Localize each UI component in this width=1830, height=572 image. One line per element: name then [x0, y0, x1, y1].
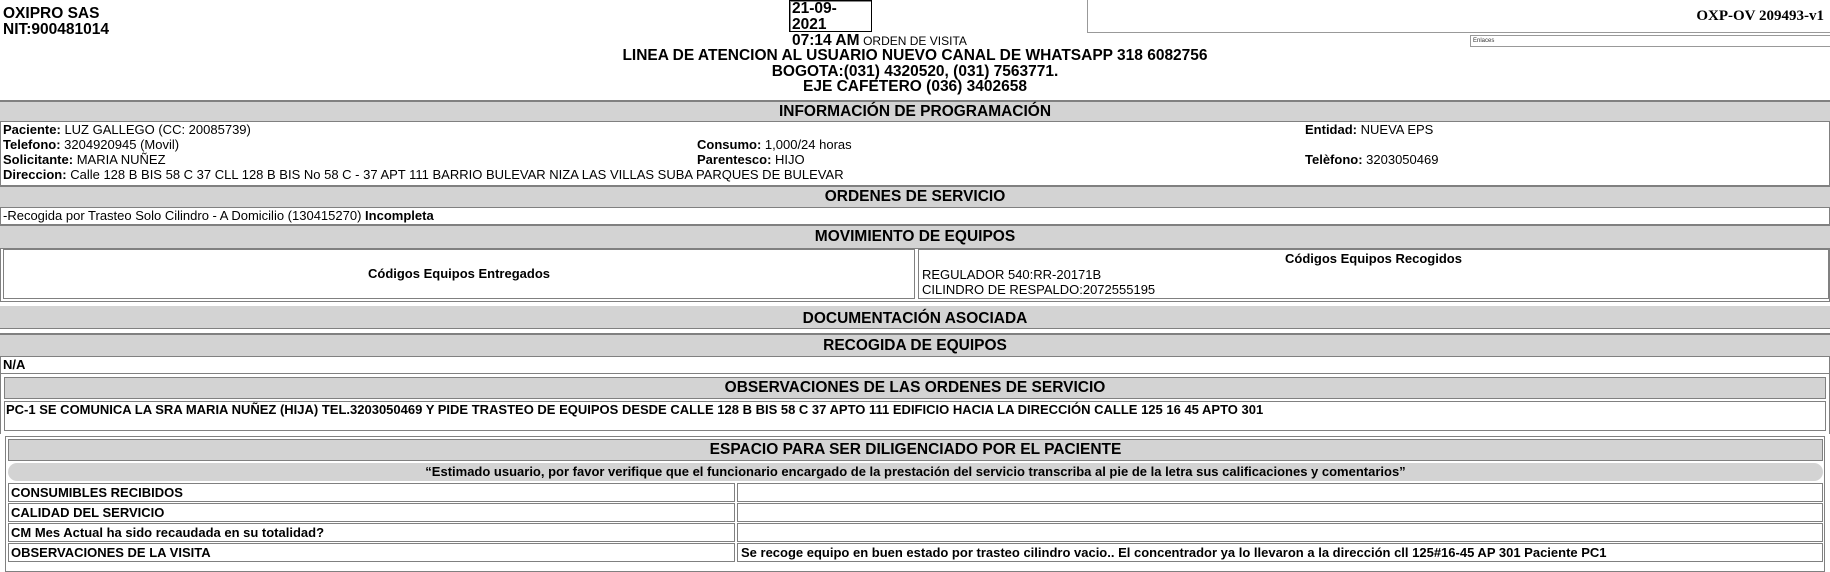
company-nit: NIT:900481014 [3, 21, 109, 38]
eje-cafetero-phone: EJE CAFETERO (036) 3402658 [803, 78, 1027, 95]
paciente-value: LUZ GALLEGO (CC: 20085739) [64, 122, 251, 137]
row-label: CM Mes Actual ha sido recaudada en su totalidad? [8, 523, 735, 542]
doc-code-box [1087, 0, 1830, 33]
company-name: OXIPRO SAS [3, 5, 100, 22]
links-field[interactable]: Enlaces [1470, 35, 1830, 47]
consumo-line [697, 137, 852, 152]
paciente-label: Paciente: [3, 122, 61, 137]
row-label: OBSERVACIONES DE LA VISITA [8, 543, 735, 562]
programacion-panel [0, 122, 1830, 185]
consumo-value: 1,000/24 horas [764, 137, 852, 152]
paciente-space-header: ESPACIO PARA SER DILIGENCIADO POR EL PACIENTE [8, 439, 1823, 461]
telefono2-line [1305, 152, 1438, 167]
observaciones-text: PC-1 SE COMUNICA LA SRA MARIA NUÑEZ (HIJA) TEL.3203050469 Y PIDE TRASTEO DE EQUIPOS DESDE CALLE 128 B BIS 58 C 37 APTO 111 EDIFICIO HACIA LA DIRECCIÓN CALLE 125 16 45 APTO 301 [6, 402, 1264, 417]
movimiento-header: MOVIMIENTO DE EQUIPOS [0, 224, 1830, 249]
recogido-item: CILINDRO DE RESPALDO:2072555195 [922, 282, 1156, 297]
consumo-label: Consumo: [697, 137, 762, 152]
movimiento-panel [0, 249, 1830, 302]
telefono-line [3, 137, 179, 152]
row-label: CALIDAD DEL SERVICIO [8, 503, 735, 522]
parentesco-line [697, 152, 805, 167]
visit-order-label: ORDEN DE VISITA [863, 34, 967, 48]
solicitante-line [3, 152, 166, 167]
paciente-notice: “Estimado usuario, por favor verifique que el funcionario encargado de la prestación del servicio transcriba al pie de la letra sus calificaciones y comentarios” [8, 463, 1823, 481]
recogida-header: RECOGIDA DE EQUIPOS [0, 333, 1830, 357]
visit-time: 07:14 AM [792, 32, 860, 49]
ordenes-panel [0, 208, 1830, 224]
direccion-label: Direccion: [3, 167, 67, 182]
entidad-value: NUEVA EPS [1360, 122, 1434, 137]
header-center [560, 34, 1270, 95]
telefono-label: Telefono: [3, 137, 61, 152]
recogido-item: REGULADOR 540:RR-20171B [922, 267, 1102, 282]
recogida-panel [0, 357, 1830, 374]
calidad-field[interactable] [737, 503, 1823, 522]
entidad-label: Entidad: [1305, 122, 1357, 137]
paciente-section [5, 436, 1825, 572]
solicitante-value: MARIA NUÑEZ [76, 152, 166, 167]
recogida-value: N/A [3, 357, 26, 372]
row-label: CONSUMIBLES RECIBIDOS [8, 483, 735, 502]
cm-field[interactable] [737, 523, 1823, 542]
entidad-line [1305, 122, 1433, 137]
orden-item [3, 208, 434, 223]
telefono2-value: 3203050469 [1366, 152, 1439, 167]
paciente-line [3, 122, 251, 137]
consumibles-field[interactable] [737, 483, 1823, 502]
direccion-line [3, 167, 844, 182]
visit-date: 21-09-2021 [792, 0, 837, 33]
ordenes-header: ORDENES DE SERVICIO [0, 185, 1830, 208]
orden-item-text: -Recogida por Trasteo Solo Cilindro - A Domicilio (130415270) [3, 208, 362, 223]
observaciones-body [4, 401, 1826, 431]
observaciones-header: OBSERVACIONES DE LAS ORDENES DE SERVICIO [4, 377, 1826, 399]
whatsapp-line: LINEA DE ATENCION AL USUARIO NUEVO CANAL DE WHATSAPP 318 6082756 [622, 47, 1208, 64]
direccion-value: Calle 128 B BIS 58 C 37 CLL 128 B BIS No 58 C - 37 APT 111 BARRIO BULEVAR NIZA LAS VILLAS SUBA PARQUES DE BULEVAR [70, 167, 844, 182]
telefono2-label: Telèfono: [1305, 152, 1363, 167]
entregados-cell [3, 249, 915, 299]
company-info [3, 6, 109, 38]
bogota-phones: BOGOTA:(031) 4320520, (031) 7563771. [771, 62, 1059, 80]
programacion-header: INFORMACIÓN DE PROGRAMACIÓN [0, 100, 1830, 122]
observaciones-panel [0, 374, 1830, 434]
recogidos-cell [918, 249, 1829, 299]
parentesco-label: Parentesco: [697, 152, 772, 167]
entregados-title: Códigos Equipos Entregados [367, 266, 550, 281]
document-code: OXP-OV 209493-v1 [1696, 8, 1824, 24]
recogidos-title: Códigos Equipos Recogidos [1285, 251, 1462, 266]
documentacion-header: DOCUMENTACIÓN ASOCIADA [0, 302, 1830, 329]
telefono-value: 3204920945 (Movil) [64, 137, 180, 152]
date-time-box [789, 0, 872, 49]
solicitante-label: Solicitante: [3, 152, 74, 167]
orden-item-status: Incompleta [365, 208, 434, 223]
observaciones-visita-field[interactable]: Se recoge equipo en buen estado por trasteo cilindro vacio.. El concentrador ya lo llevaron a la dirección cll 125#16-45 AP 301 Paciente PC1 [737, 543, 1823, 562]
parentesco-value: HIJO [775, 152, 805, 167]
